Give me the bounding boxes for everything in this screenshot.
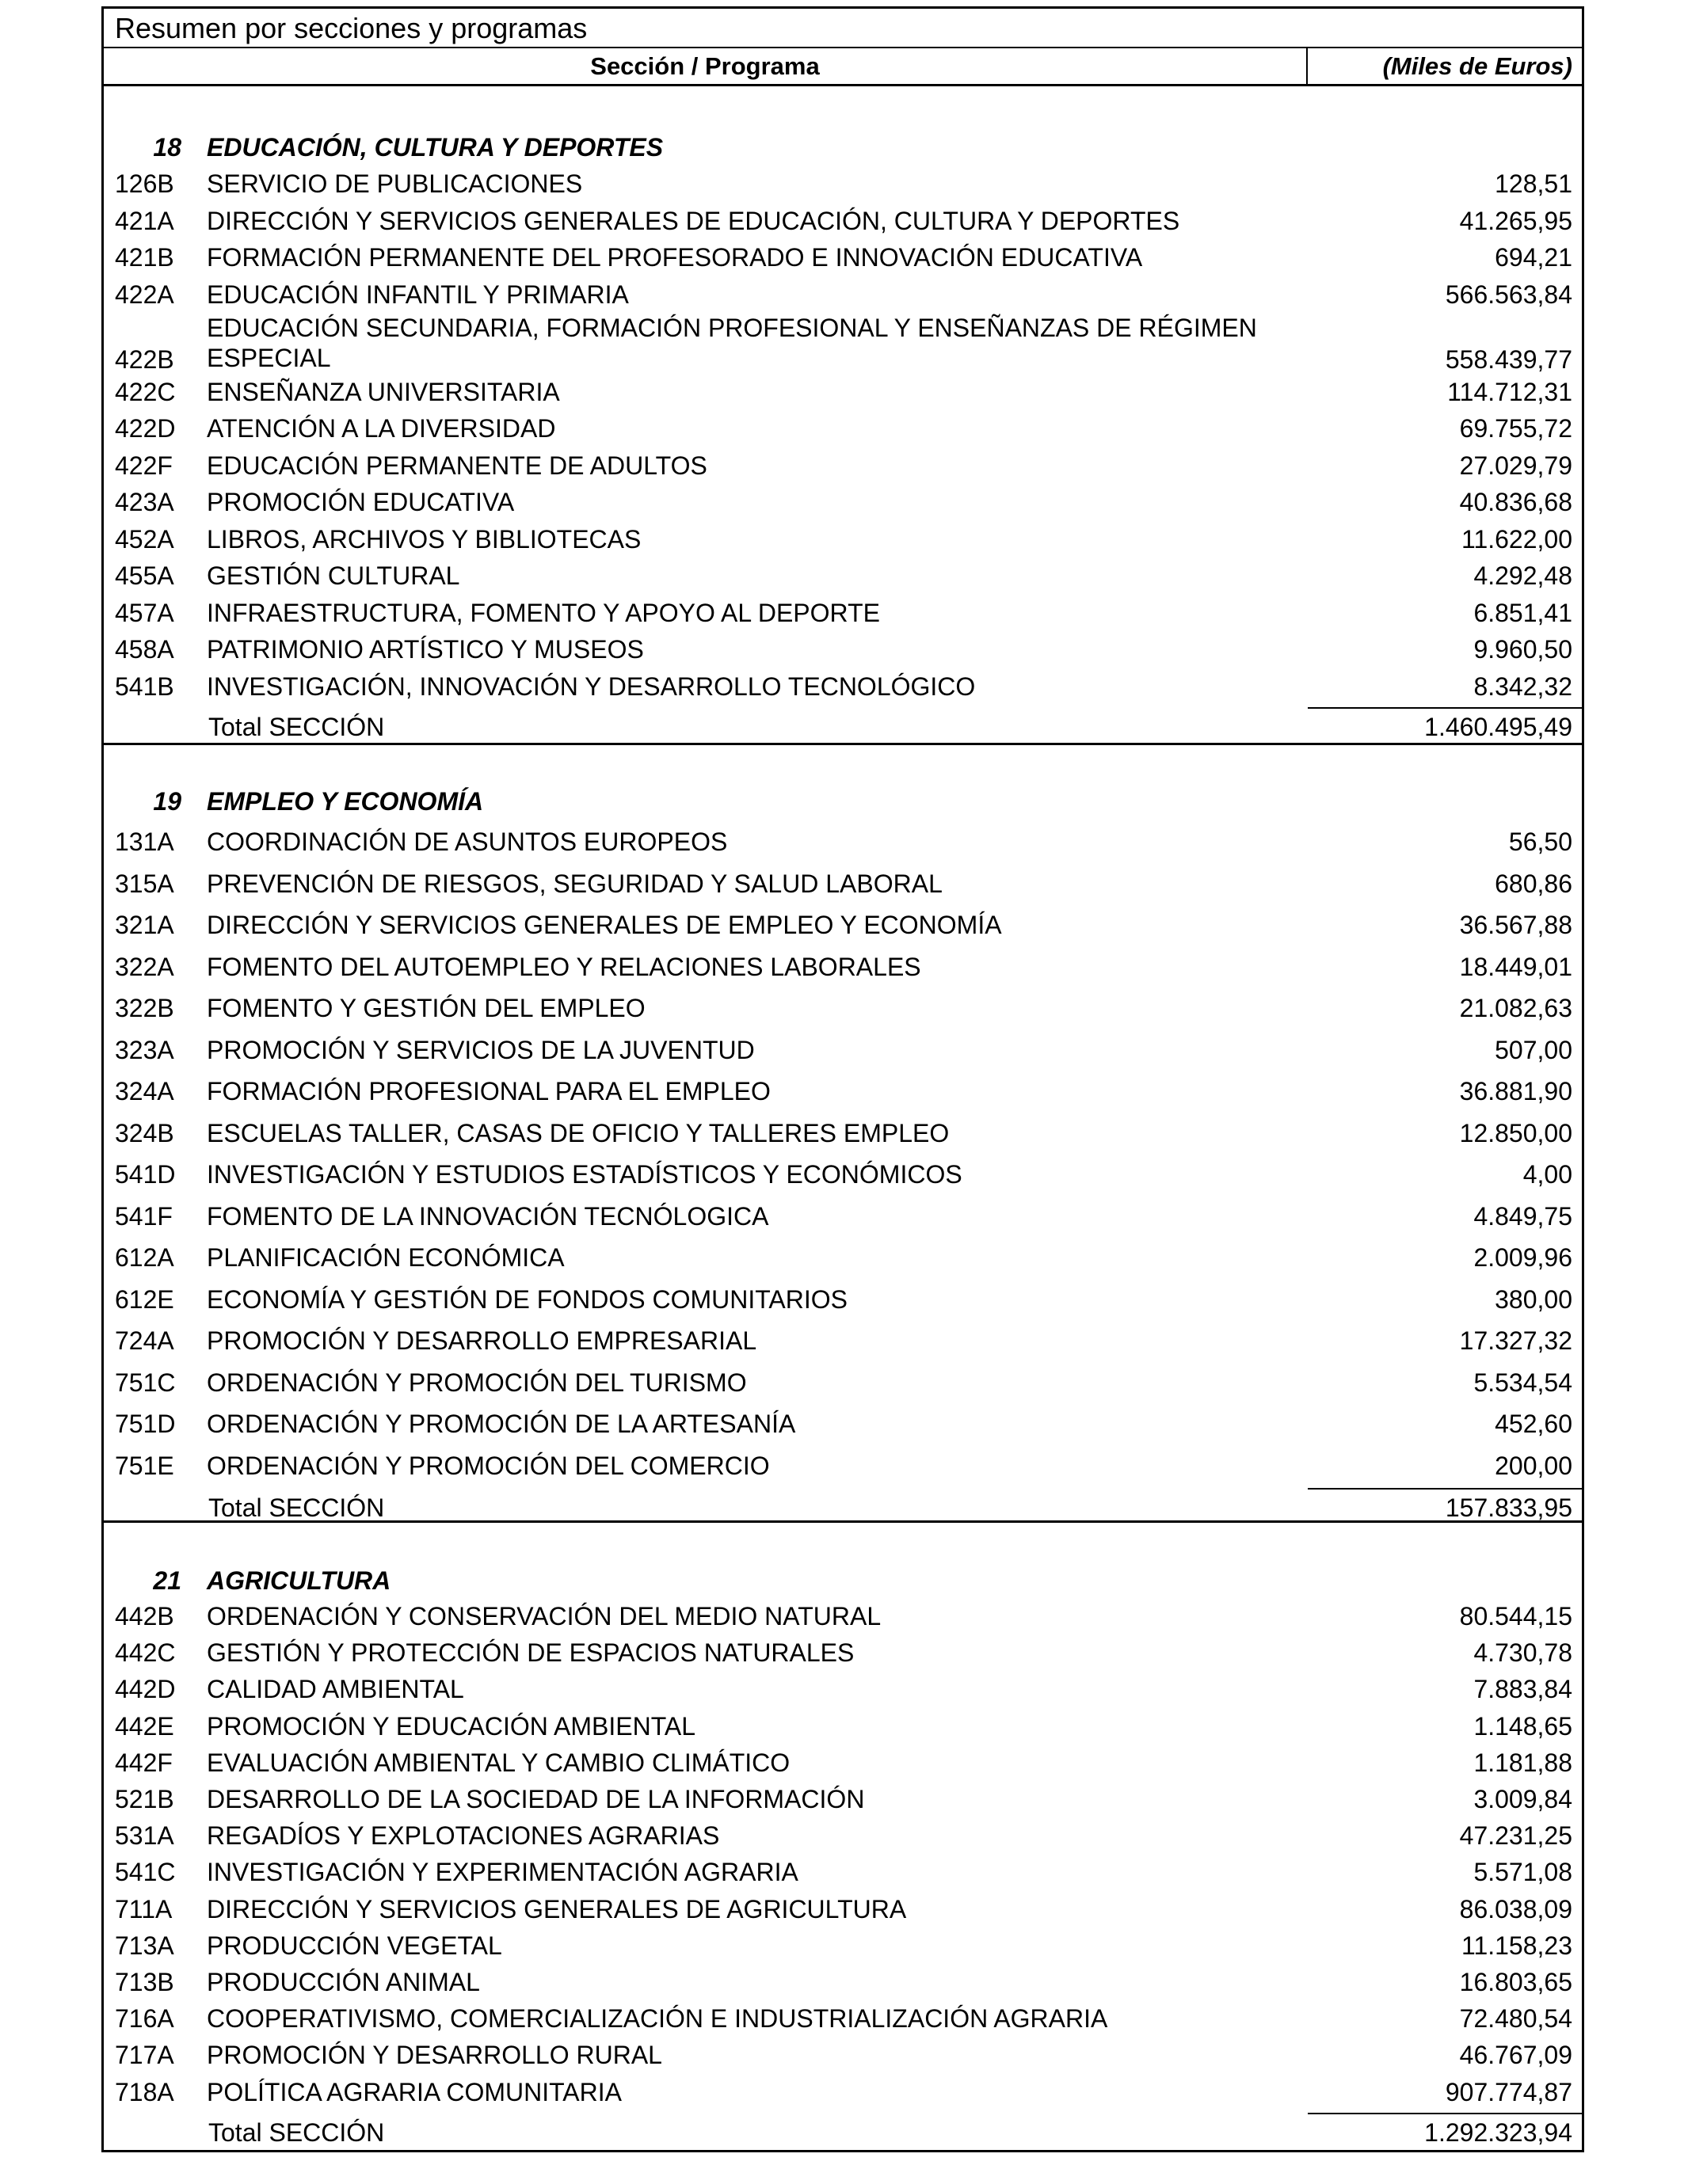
program-row bbox=[104, 2037, 1582, 2073]
program-name: COOPERATIVISMO, COMERCIALIZACIÓN E INDUSTRIALIZACIÓN AGRARIA bbox=[207, 2004, 1108, 2034]
table-header bbox=[104, 48, 1582, 86]
program-name: GESTIÓN CULTURAL bbox=[207, 561, 460, 590]
program-name: ATENCIÓN A LA DIVERSIDAD bbox=[207, 414, 556, 443]
program-code: 442B bbox=[115, 1602, 174, 1630]
program-amount: 47.231,25 bbox=[1459, 1821, 1572, 1851]
program-row bbox=[104, 374, 1582, 410]
section-total-row bbox=[104, 2114, 1582, 2151]
program-amount: 558.439,77 bbox=[1445, 345, 1572, 374]
program-amount: 46.767,09 bbox=[1459, 2041, 1572, 2070]
program-name: ORDENACIÓN Y CONSERVACIÓN DEL MEDIO NATURAL bbox=[207, 1602, 882, 1630]
program-amount: 36.881,90 bbox=[1459, 1077, 1572, 1105]
program-row bbox=[104, 239, 1582, 276]
section-number: 21 bbox=[153, 1566, 181, 1595]
program-code: 751C bbox=[115, 1368, 176, 1397]
section-number: 19 bbox=[153, 787, 181, 816]
program-code: 422C bbox=[115, 377, 176, 406]
program-row bbox=[104, 1406, 1582, 1442]
program-name: DIRECCIÓN Y SERVICIOS GENERALES DE AGRICULTURA bbox=[207, 1894, 907, 1923]
program-code: 322B bbox=[115, 994, 174, 1022]
program-code: 442E bbox=[115, 1711, 174, 1741]
program-name: REGADÍOS Y EXPLOTACIONES AGRARIAS bbox=[207, 1821, 720, 1851]
program-amount: 80.544,15 bbox=[1459, 1602, 1572, 1630]
program-code: 131A bbox=[115, 828, 174, 856]
program-amount: 907.774,87 bbox=[1445, 2077, 1572, 2106]
program-name: FOMENTO DE LA INNOVACIÓN TECNÓLOGICA bbox=[207, 1201, 769, 1231]
program-code: 126B bbox=[115, 169, 174, 198]
program-name: FOMENTO DEL AUTOEMPLEO Y RELACIONES LABORALES bbox=[207, 952, 921, 981]
program-name-line1: EDUCACIÓN SECUNDARIA, FORMACIÓN PROFESIONAL Y ENSEÑANZAS DE RÉGIMEN bbox=[207, 314, 1257, 342]
program-row bbox=[104, 1322, 1582, 1359]
program-row bbox=[104, 668, 1582, 705]
program-row bbox=[104, 1198, 1582, 1235]
program-name: DIRECCIÓN Y SERVICIOS GENERALES DE EDUCACIÓN, CULTURA Y DEPORTES bbox=[207, 206, 1180, 235]
program-name: ORDENACIÓN Y PROMOCIÓN DE LA ARTESANÍA bbox=[207, 1410, 796, 1438]
program-code: 422B bbox=[115, 345, 174, 374]
program-amount: 56,50 bbox=[1508, 828, 1572, 856]
program-row bbox=[104, 631, 1582, 668]
program-amount: 4.292,48 bbox=[1473, 561, 1572, 590]
program-row bbox=[104, 1073, 1582, 1109]
program-row bbox=[104, 521, 1582, 557]
program-amount: 2.009,96 bbox=[1473, 1243, 1572, 1272]
program-name: INVESTIGACIÓN Y ESTUDIOS ESTADÍSTICOS Y ECONÓMICOS bbox=[207, 1160, 962, 1189]
program-name-line2: ESPECIAL bbox=[207, 344, 331, 372]
program-code: 323A bbox=[115, 1035, 174, 1064]
program-name: POLÍTICA AGRARIA COMUNITARIA bbox=[207, 2077, 622, 2106]
section-block bbox=[104, 86, 1582, 745]
section-total-row bbox=[104, 709, 1582, 745]
section-heading bbox=[104, 1562, 1582, 1599]
program-name: GESTIÓN Y PROTECCIÓN DE ESPACIOS NATURALES bbox=[207, 1638, 855, 1668]
program-code: 423A bbox=[115, 488, 174, 516]
program-amount: 200,00 bbox=[1495, 1451, 1572, 1480]
program-name: INVESTIGACIÓN, INNOVACIÓN Y DESARROLLO TECNOLÓGICO bbox=[207, 672, 976, 701]
program-name: FORMACIÓN PROFESIONAL PARA EL EMPLEO bbox=[207, 1077, 771, 1105]
program-amount: 11.158,23 bbox=[1461, 1931, 1572, 1960]
program-code: 321A bbox=[115, 911, 174, 939]
program-amount: 11.622,00 bbox=[1461, 524, 1572, 554]
program-code: 458A bbox=[115, 635, 174, 664]
program-amount: 128,51 bbox=[1495, 169, 1572, 198]
program-name: INFRAESTRUCTURA, FOMENTO Y APOYO AL DEPORTE bbox=[207, 598, 880, 627]
budget-document bbox=[101, 6, 1584, 2152]
program-row bbox=[104, 595, 1582, 631]
section-total-amount: 157.833,95 bbox=[1445, 1493, 1572, 1522]
program-name: PROMOCIÓN Y SERVICIOS DE LA JUVENTUD bbox=[207, 1035, 755, 1064]
program-amount: 27.029,79 bbox=[1459, 451, 1572, 480]
program-row bbox=[104, 1156, 1582, 1193]
program-name: FOMENTO Y GESTIÓN DEL EMPLEO bbox=[207, 994, 646, 1022]
program-name: COORDINACIÓN DE ASUNTOS EUROPEOS bbox=[207, 828, 728, 856]
program-code: 521B bbox=[115, 1785, 174, 1813]
program-amount: 41.265,95 bbox=[1459, 206, 1572, 235]
program-row bbox=[104, 1634, 1582, 1671]
header-program: Sección / Programa bbox=[104, 48, 1308, 84]
program-name bbox=[207, 313, 1257, 373]
section-number: 18 bbox=[153, 133, 181, 162]
program-code: 716A bbox=[115, 2004, 174, 2034]
program-code: 442C bbox=[115, 1638, 176, 1668]
program-amount: 694,21 bbox=[1495, 243, 1572, 272]
program-amount: 566.563,84 bbox=[1445, 280, 1572, 309]
program-amount: 69.755,72 bbox=[1459, 414, 1572, 443]
program-amount: 4.849,75 bbox=[1473, 1201, 1572, 1231]
program-row bbox=[104, 1239, 1582, 1276]
program-row bbox=[104, 1854, 1582, 1890]
program-amount: 4.730,78 bbox=[1473, 1638, 1572, 1668]
program-name: PRODUCCIÓN VEGETAL bbox=[207, 1931, 502, 1960]
program-code: 718A bbox=[115, 2077, 174, 2106]
program-amount: 5.571,08 bbox=[1473, 1858, 1572, 1887]
program-name: DIRECCIÓN Y SERVICIOS GENERALES DE EMPLEO Y ECONOMÍA bbox=[207, 911, 1002, 939]
program-amount: 1.148,65 bbox=[1473, 1711, 1572, 1741]
program-row bbox=[104, 1891, 1582, 1927]
program-name: PRODUCCIÓN ANIMAL bbox=[207, 1968, 480, 1996]
program-amount: 3.009,84 bbox=[1473, 1785, 1572, 1813]
program-name: INVESTIGACIÓN Y EXPERIMENTACIÓN AGRARIA bbox=[207, 1858, 798, 1887]
program-amount: 7.883,84 bbox=[1473, 1675, 1572, 1704]
program-row bbox=[104, 949, 1582, 985]
section-block bbox=[104, 745, 1582, 1523]
program-row bbox=[104, 990, 1582, 1026]
program-name: ORDENACIÓN Y PROMOCIÓN DEL COMERCIO bbox=[207, 1451, 770, 1480]
program-code: 541C bbox=[115, 1858, 176, 1887]
program-amount: 40.836,68 bbox=[1459, 488, 1572, 516]
program-name: ORDENACIÓN Y PROMOCIÓN DEL TURISMO bbox=[207, 1368, 747, 1397]
program-row bbox=[104, 447, 1582, 484]
program-amount: 4,00 bbox=[1522, 1160, 1572, 1189]
section-heading bbox=[104, 129, 1582, 166]
program-code: 442F bbox=[115, 1748, 173, 1777]
program-code: 713B bbox=[115, 1968, 174, 1996]
program-row bbox=[104, 1781, 1582, 1817]
program-amount: 6.851,41 bbox=[1473, 598, 1572, 627]
program-amount: 8.342,32 bbox=[1473, 672, 1572, 701]
program-row bbox=[104, 1364, 1582, 1401]
program-code: 713A bbox=[115, 1931, 174, 1960]
program-code: 452A bbox=[115, 524, 174, 554]
program-amount: 12.850,00 bbox=[1459, 1118, 1572, 1147]
program-name: PREVENCIÓN DE RIESGOS, SEGURIDAD Y SALUD LABORAL bbox=[207, 869, 943, 898]
program-name: PLANIFICACIÓN ECONÓMICA bbox=[207, 1243, 565, 1272]
program-row bbox=[104, 1817, 1582, 1854]
program-row bbox=[104, 410, 1582, 447]
program-code: 422D bbox=[115, 414, 176, 443]
program-code: 751D bbox=[115, 1410, 176, 1438]
section-heading bbox=[104, 783, 1582, 820]
program-row bbox=[104, 2000, 1582, 2037]
program-name: ECONOMÍA Y GESTIÓN DE FONDOS COMUNITARIOS bbox=[207, 1284, 848, 1314]
program-code: 421B bbox=[115, 243, 174, 272]
program-amount: 9.960,50 bbox=[1473, 635, 1572, 664]
program-code: 751E bbox=[115, 1451, 174, 1480]
program-code: 422A bbox=[115, 280, 174, 309]
program-name: EDUCACIÓN INFANTIL Y PRIMARIA bbox=[207, 280, 629, 309]
program-name: PROMOCIÓN Y EDUCACIÓN AMBIENTAL bbox=[207, 1711, 695, 1741]
program-name: PATRIMONIO ARTÍSTICO Y MUSEOS bbox=[207, 635, 644, 664]
program-amount: 86.038,09 bbox=[1459, 1894, 1572, 1923]
program-name: EDUCACIÓN PERMANENTE DE ADULTOS bbox=[207, 451, 707, 480]
program-name: PROMOCIÓN EDUCATIVA bbox=[207, 488, 515, 516]
section-name: EMPLEO Y ECONOMÍA bbox=[207, 787, 484, 816]
program-code: 717A bbox=[115, 2041, 174, 2070]
program-code: 711A bbox=[115, 1894, 173, 1923]
program-row bbox=[104, 1671, 1582, 1707]
program-row bbox=[104, 1927, 1582, 1964]
section-name: AGRICULTURA bbox=[207, 1566, 391, 1595]
program-row bbox=[104, 866, 1582, 902]
program-name: LIBROS, ARCHIVOS Y BIBLIOTECAS bbox=[207, 524, 642, 554]
program-row bbox=[104, 1708, 1582, 1745]
program-amount: 680,86 bbox=[1495, 869, 1572, 898]
program-code: 324A bbox=[115, 1077, 174, 1105]
program-code: 457A bbox=[115, 598, 174, 627]
section-total-label: Total SECCIÓN bbox=[208, 1493, 385, 1522]
program-code: 724A bbox=[115, 1326, 174, 1355]
program-row bbox=[104, 484, 1582, 520]
document-title: Resumen por secciones y programas bbox=[104, 9, 1582, 48]
program-code: 541D bbox=[115, 1160, 176, 1189]
program-amount: 21.082,63 bbox=[1459, 994, 1572, 1022]
program-row bbox=[104, 1032, 1582, 1068]
program-amount: 17.327,32 bbox=[1459, 1326, 1572, 1355]
program-name: EVALUACIÓN AMBIENTAL Y CAMBIO CLIMÁTICO bbox=[207, 1748, 791, 1777]
program-name: ENSEÑANZA UNIVERSITARIA bbox=[207, 377, 560, 406]
program-name: ESCUELAS TALLER, CASAS DE OFICIO Y TALLERES EMPLEO bbox=[207, 1118, 950, 1147]
program-amount: 18.449,01 bbox=[1459, 952, 1572, 981]
program-code: 422F bbox=[115, 451, 173, 480]
program-amount: 36.567,88 bbox=[1459, 911, 1572, 939]
program-amount: 507,00 bbox=[1495, 1035, 1572, 1064]
program-row bbox=[104, 1448, 1582, 1484]
header-amount: (Miles de Euros) bbox=[1382, 52, 1572, 80]
program-code: 541F bbox=[115, 1201, 173, 1231]
program-amount: 1.181,88 bbox=[1473, 1748, 1572, 1777]
program-code: 531A bbox=[115, 1821, 174, 1851]
program-code: 455A bbox=[115, 561, 174, 590]
program-row bbox=[104, 276, 1582, 313]
program-row bbox=[104, 1115, 1582, 1151]
program-row bbox=[104, 313, 1582, 376]
program-name: SERVICIO DE PUBLICACIONES bbox=[207, 169, 583, 198]
section-total-amount: 1.460.495,49 bbox=[1424, 713, 1572, 741]
program-name: PROMOCIÓN Y DESARROLLO EMPRESARIAL bbox=[207, 1326, 757, 1355]
program-code: 442D bbox=[115, 1675, 176, 1704]
program-code: 421A bbox=[115, 206, 174, 235]
program-code: 322A bbox=[115, 952, 174, 981]
program-row bbox=[104, 557, 1582, 594]
program-amount: 72.480,54 bbox=[1459, 2004, 1572, 2034]
program-name: CALIDAD AMBIENTAL bbox=[207, 1675, 464, 1704]
program-name: FORMACIÓN PERMANENTE DEL PROFESORADO E INNOVACIÓN EDUCATIVA bbox=[207, 243, 1143, 272]
program-row bbox=[104, 2074, 1582, 2110]
program-row bbox=[104, 166, 1582, 202]
program-code: 324B bbox=[115, 1118, 174, 1147]
program-amount: 452,60 bbox=[1495, 1410, 1572, 1438]
section-total-amount: 1.292.323,94 bbox=[1424, 2118, 1572, 2147]
section-name: EDUCACIÓN, CULTURA Y DEPORTES bbox=[207, 133, 664, 162]
program-row bbox=[104, 1745, 1582, 1781]
program-row bbox=[104, 907, 1582, 943]
program-row bbox=[104, 824, 1582, 860]
section-total-label: Total SECCIÓN bbox=[208, 2118, 385, 2147]
program-code: 315A bbox=[115, 869, 174, 898]
program-code: 612A bbox=[115, 1243, 174, 1272]
program-row bbox=[104, 203, 1582, 239]
program-amount: 380,00 bbox=[1495, 1284, 1572, 1314]
program-row bbox=[104, 1281, 1582, 1318]
section-total-row bbox=[104, 1490, 1582, 1526]
program-name: PROMOCIÓN Y DESARROLLO RURAL bbox=[207, 2041, 662, 2070]
program-row bbox=[104, 1964, 1582, 2000]
section-total-label: Total SECCIÓN bbox=[208, 713, 385, 741]
program-name: DESARROLLO DE LA SOCIEDAD DE LA INFORMACIÓN bbox=[207, 1785, 865, 1813]
section-block bbox=[104, 1523, 1582, 2152]
program-code: 612E bbox=[115, 1284, 174, 1314]
program-row bbox=[104, 1598, 1582, 1634]
program-amount: 114.712,31 bbox=[1447, 377, 1572, 406]
program-code: 541B bbox=[115, 672, 174, 701]
program-amount: 5.534,54 bbox=[1473, 1368, 1572, 1397]
program-amount: 16.803,65 bbox=[1459, 1968, 1572, 1996]
